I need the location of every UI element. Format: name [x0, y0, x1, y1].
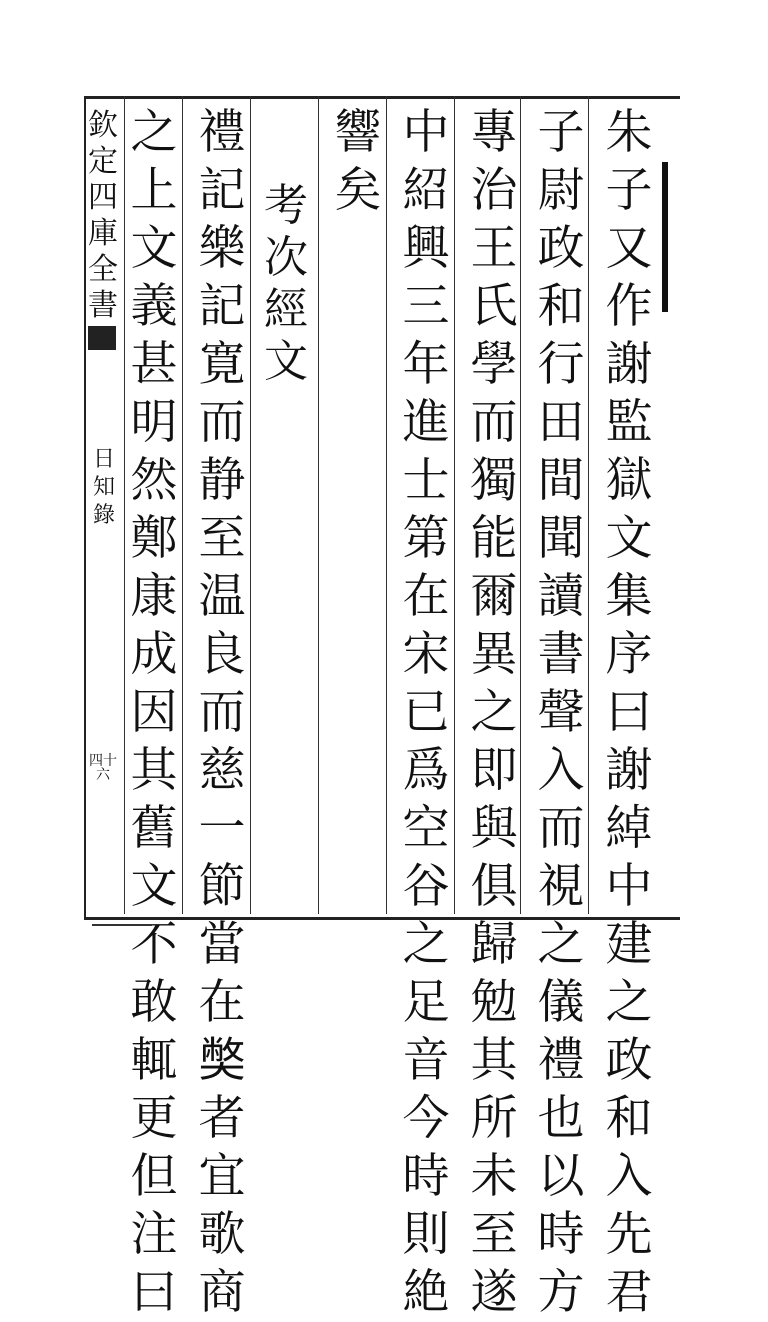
margin-title: 欽定四庫全書: [88, 108, 118, 323]
fish-tail-mark: [88, 326, 116, 350]
text-column-8: 禮記樂記寛而静至温良而慈一節當在𡚁者宜歌商: [198, 105, 246, 1320]
bottom-edge-marks: [92, 924, 152, 930]
margin-page-number: 四十六: [89, 753, 117, 783]
text-column-1: 朱子又作謝監獄文集序曰謝綽中建之政和入先君: [605, 105, 653, 1320]
section-heading: 考次經文: [264, 180, 308, 387]
text-column-2: 子尉政和行田間聞讀書聲入而視之儀禮也以時方: [537, 105, 585, 1320]
text-column-5: 響矣: [334, 105, 382, 218]
bookmark-bar: [662, 162, 668, 312]
text-column-4: 中紹興三年進士第在宋已爲空谷之足音今時則絶: [402, 105, 450, 1320]
text-column-9: 之上文義甚明然鄭康成因其舊文不敢輒更但注曰: [130, 105, 178, 1320]
margin-book-title: 日知錄: [92, 447, 115, 528]
text-column-3: 專治王氏學而獨能爾異之即與俱歸勉其所未至遂: [470, 105, 518, 1320]
